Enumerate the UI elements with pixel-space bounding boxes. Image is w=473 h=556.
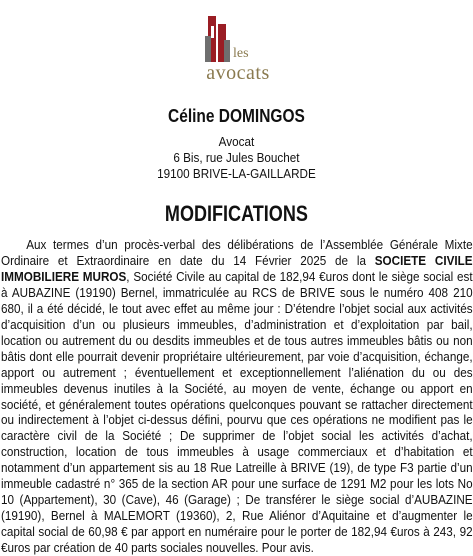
lawyer-name: Céline DOMINGOS xyxy=(168,106,305,126)
notice-text-details: , Société Civile au capital de 182,94 €uros dont le siège social est à AUBAZINE (19190) Bernel, immatriculée au RCS de BRIVE sous le numéro 408 210 680, il a été décidé, le tout avec effet au même jour : D’étendre l’objet social aux activités d’acquisition d’un ou plusieurs immeubles, d’administration et d’exploitation par bail, location ou autrement du ou desdits immeubles et de tous autres immeubles bâtis ou non bâtis dont elle pourrait devenir propriétaire ultérieurement, par voie d’acquisition, échange, apport ou autrement ; éventuellement et exceptionnellement l’aliénation du ou des immeubles devenus inutiles à la Société, au moyen de vente, échange ou apport en société, et généralement toutes opérations quelconques pouvant se rattacher directement ou indirectement à l’objet ci-dessus défini, pourvu que ces opérations ne modifient pas le caractère civil de la Société ; De supprimer de l’objet social les activités d’achat, construction, location de tous immeubles à usage commerciaux et d’habitation et notamment d’un appartement sis au 18 Rue Latreille à BRIVE (19), de type F3 partie d’un immeuble cadastré n° 365 de la section AR pour une surface de 1291 M2 pour les lots No 10 (Appartement), 30 (Cave), 46 (Garage) ; De transférer le siège social d’AUBAZINE (19190), Bernel à MALEMORT (19360), 2, Rue Aliénor d’Aquitaine et d’augmenter le capital social de 60,98 € par apport en numéraire pour le porter de 182,94 €uros à 243, 92 €uros par création de 40 parts sociales nouvelles. Pour avis. xyxy=(1,268,473,556)
lawyer-title: Avocat xyxy=(218,134,255,149)
columns-logo-icon xyxy=(205,14,231,64)
notice-paragraph xyxy=(1,237,473,556)
notice-body xyxy=(1,237,473,556)
company-name: SOCIETE CIVILE IMMOBILIERE MUROS xyxy=(1,252,473,284)
notice-text-intro: Aux termes d’un procès-verbal des délibérations de l’Assemblée Générale Mixte Ordinaire et Extraordinaire en date du 14 Février 2025 de la xyxy=(1,237,473,268)
logo-text-avocats: avocats xyxy=(206,62,270,84)
lawyer-address-city: 19100 BRIVE-LA-GAILLARDE xyxy=(157,166,316,181)
logo-text-les: les xyxy=(233,46,249,61)
notice-heading: MODIFICATIONS xyxy=(164,201,308,226)
lawyer-address-street: 6 Bis, rue Jules Bouchet xyxy=(173,150,300,165)
logo xyxy=(193,8,283,84)
